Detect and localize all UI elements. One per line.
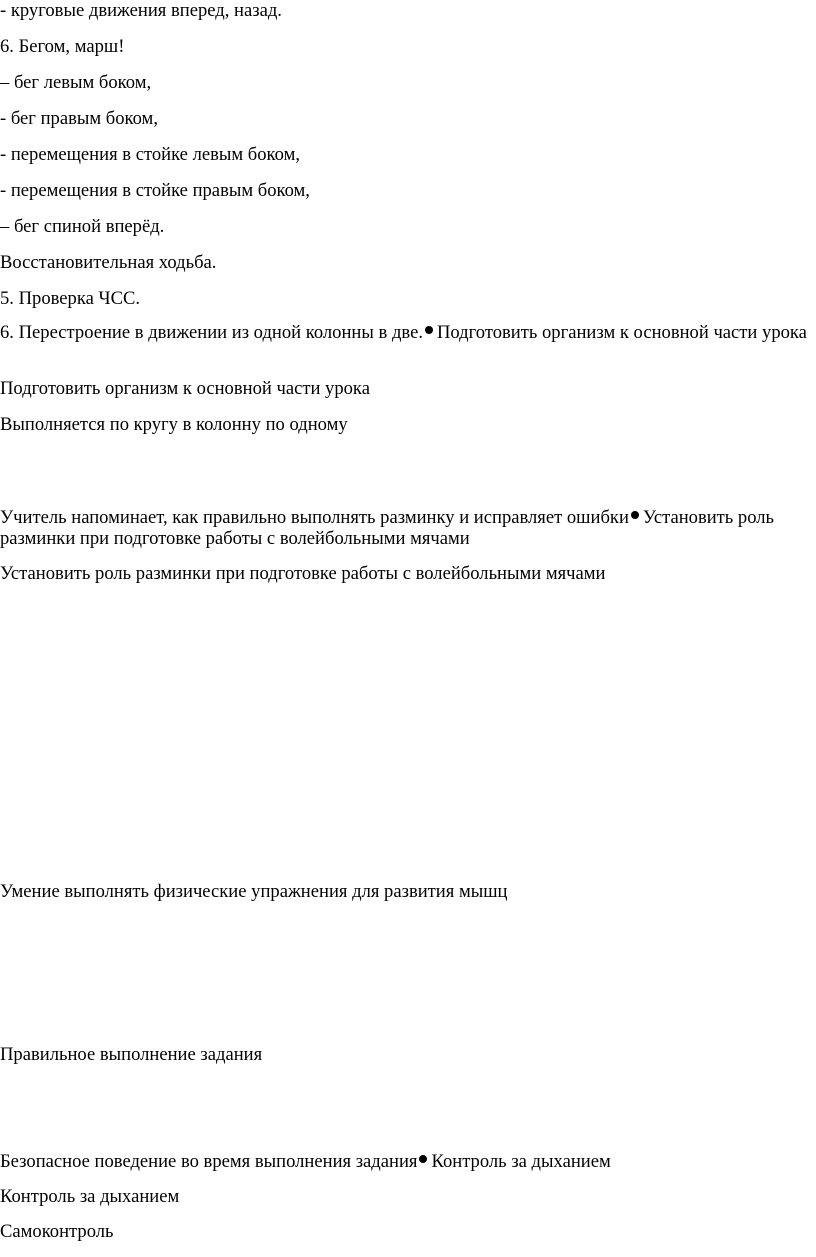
text-line-heart-rate-check: 5. Проверка ЧСС. [0, 288, 141, 309]
text-line-warmup-role: Установить роль разминки при подготовке работы с волейбольными мячами [0, 563, 606, 584]
text-line-circle-column: Выполняется по кругу в колонну по одному [0, 414, 348, 435]
prepare-organism-text: Подготовить организм к основной части урока [436, 322, 807, 343]
bullet-icon [419, 1155, 427, 1163]
text-line-prepare-organism: Подготовить организм к основной части урока [0, 378, 370, 399]
text-line-exercise-skill: Умение выполнять физические упражнения для развития мышц [0, 881, 508, 902]
text-line-run-backward: – бег спиной вперёд. [0, 216, 165, 237]
text-line-recovery-walk: Восстановительная ходьба. [0, 252, 217, 273]
text-line-run-march: 6. Бегом, марш! [0, 36, 125, 57]
text-line-circular-movements: - круговые движения вперед, назад. [0, 0, 282, 21]
warmup-role-text: Установить роль разминки при подготовке работы с волейбольными мячами [0, 507, 775, 549]
text-line-stance-right-side: - перемещения в стойке правым боком, [0, 180, 310, 201]
breath-control-text: Контроль за дыханием [431, 1151, 611, 1172]
bullet-icon [425, 326, 433, 334]
teacher-reminds-text: Учитель напоминает, как правильно выполнять разминку и исправляет ошибки [0, 507, 629, 528]
text-line-stance-left-side: - перемещения в стойке левым боком, [0, 144, 300, 165]
text-line-breath-control: Контроль за дыханием [0, 1186, 180, 1207]
text-line-correct-execution: Правильное выполнение задания [0, 1044, 263, 1065]
rebuild-columns-text: 6. Перестроение в движении из одной колонны в две. [0, 322, 423, 343]
bullet-icon [631, 511, 639, 519]
text-line-run-right-side: - бег правым боком, [0, 108, 158, 129]
text-line-self-control: Самоконтроль [0, 1221, 114, 1242]
text-line-rebuild-columns [0, 322, 808, 343]
safe-behavior-text: Безопасное поведение во время выполнения задания [0, 1151, 418, 1172]
text-line-teacher-reminds [0, 507, 808, 549]
text-line-run-left-side: – бег левым боком, [0, 72, 152, 93]
text-line-safe-behavior [0, 1151, 808, 1172]
